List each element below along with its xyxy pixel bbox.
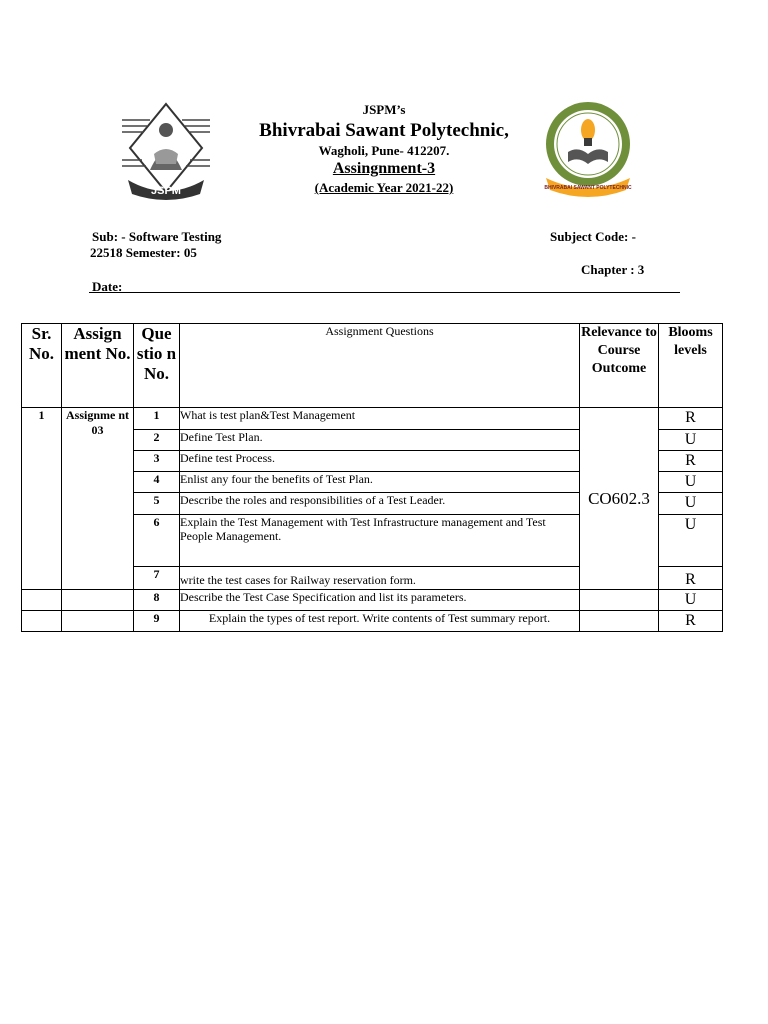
bloom-level-cell: U — [659, 590, 723, 611]
question-cell: What is test plan&Test Management — [180, 408, 580, 430]
header-question-no: Que stio n No. — [134, 324, 180, 408]
empty-cell — [580, 611, 659, 632]
empty-cell — [62, 611, 134, 632]
question-cell: Describe the Test Case Specification and list its parameters. — [180, 590, 580, 611]
subject-code: Subject Code: - — [550, 229, 636, 244]
table-row — [22, 408, 723, 430]
bloom-level-cell: U — [659, 472, 723, 493]
question-no-cell: 4 — [134, 472, 180, 493]
empty-cell — [22, 590, 62, 611]
question-cell: Explain the Test Management with Test Infrastructure management and Test People Management. — [180, 515, 580, 567]
sr-no-cell: 1 — [22, 408, 62, 590]
subject-label: Sub: - Software Testing — [92, 229, 222, 244]
bloom-level-cell: R — [659, 567, 723, 590]
question-no-cell: 5 — [134, 493, 180, 515]
question-no-cell: 2 — [134, 430, 180, 451]
question-no-cell: 8 — [134, 590, 180, 611]
college-address: Wagholi, Pune- 412207. — [318, 143, 450, 158]
course-outcome-cell: CO602.3 — [580, 408, 659, 590]
assignment-title-text: Assingnment-3 — [332, 160, 436, 177]
question-no-cell: 1 — [134, 408, 180, 430]
chapter-label: Chapter : 3 — [581, 262, 645, 277]
question-cell: Define test Process. — [180, 451, 580, 472]
question-no-cell: 9 — [134, 611, 180, 632]
academic-year-text: (Academic Year 2021-22) — [314, 180, 454, 195]
question-no-cell: 7 — [134, 567, 180, 590]
logo-left-text: JSPM — [151, 185, 181, 197]
header-sr-no: Sr. No. — [22, 324, 62, 408]
jspm-logo — [120, 100, 212, 205]
question-cell: Define Test Plan. — [180, 430, 580, 451]
assignment-questions-table — [21, 323, 723, 632]
header-questions: Assignment Questions — [180, 324, 580, 408]
bloom-level-cell: U — [659, 430, 723, 451]
table-row — [22, 611, 723, 632]
bloom-level-cell: U — [659, 493, 723, 515]
logo-right-text: BHIVRABAI SAWANT POLYTECHNIC — [544, 185, 632, 191]
question-cell: Enlist any four the benefits of Test Plan. — [180, 472, 580, 493]
assignment-no-cell: Assignme nt 03 — [62, 408, 134, 590]
course-semester: 22518 Semester: 05 — [90, 245, 197, 260]
empty-cell — [580, 590, 659, 611]
assignment-title — [234, 160, 534, 178]
org-label: JSPM’s — [362, 102, 406, 117]
question-no-cell: 3 — [134, 451, 180, 472]
college-name: Bhivrabai Sawant Polytechnic, — [259, 120, 509, 141]
header-blooms: Blooms levels — [659, 324, 723, 408]
date-label: Date: — [92, 279, 123, 294]
header-assignment-no: Assign ment No. — [62, 324, 134, 408]
table-header-row — [22, 324, 723, 408]
bloom-level-cell: R — [659, 451, 723, 472]
polytechnic-seal-logo — [540, 98, 636, 202]
question-cell: Explain the types of test report. Write contents of Test summary report. — [180, 611, 580, 632]
empty-cell — [62, 590, 134, 611]
question-cell: Describe the roles and responsibilities of a Test Leader. — [180, 493, 580, 515]
bloom-level-cell: R — [659, 611, 723, 632]
question-cell: write the test cases for Railway reservation form. — [180, 567, 580, 590]
question-no-cell: 6 — [134, 515, 180, 567]
academic-year — [234, 180, 534, 196]
bloom-level-cell: R — [659, 408, 723, 430]
empty-cell — [22, 611, 62, 632]
header-relevance: Relevance to Course Outcome — [580, 324, 659, 408]
bloom-level-cell: U — [659, 515, 723, 567]
date-line — [89, 292, 680, 293]
table-row — [22, 590, 723, 611]
